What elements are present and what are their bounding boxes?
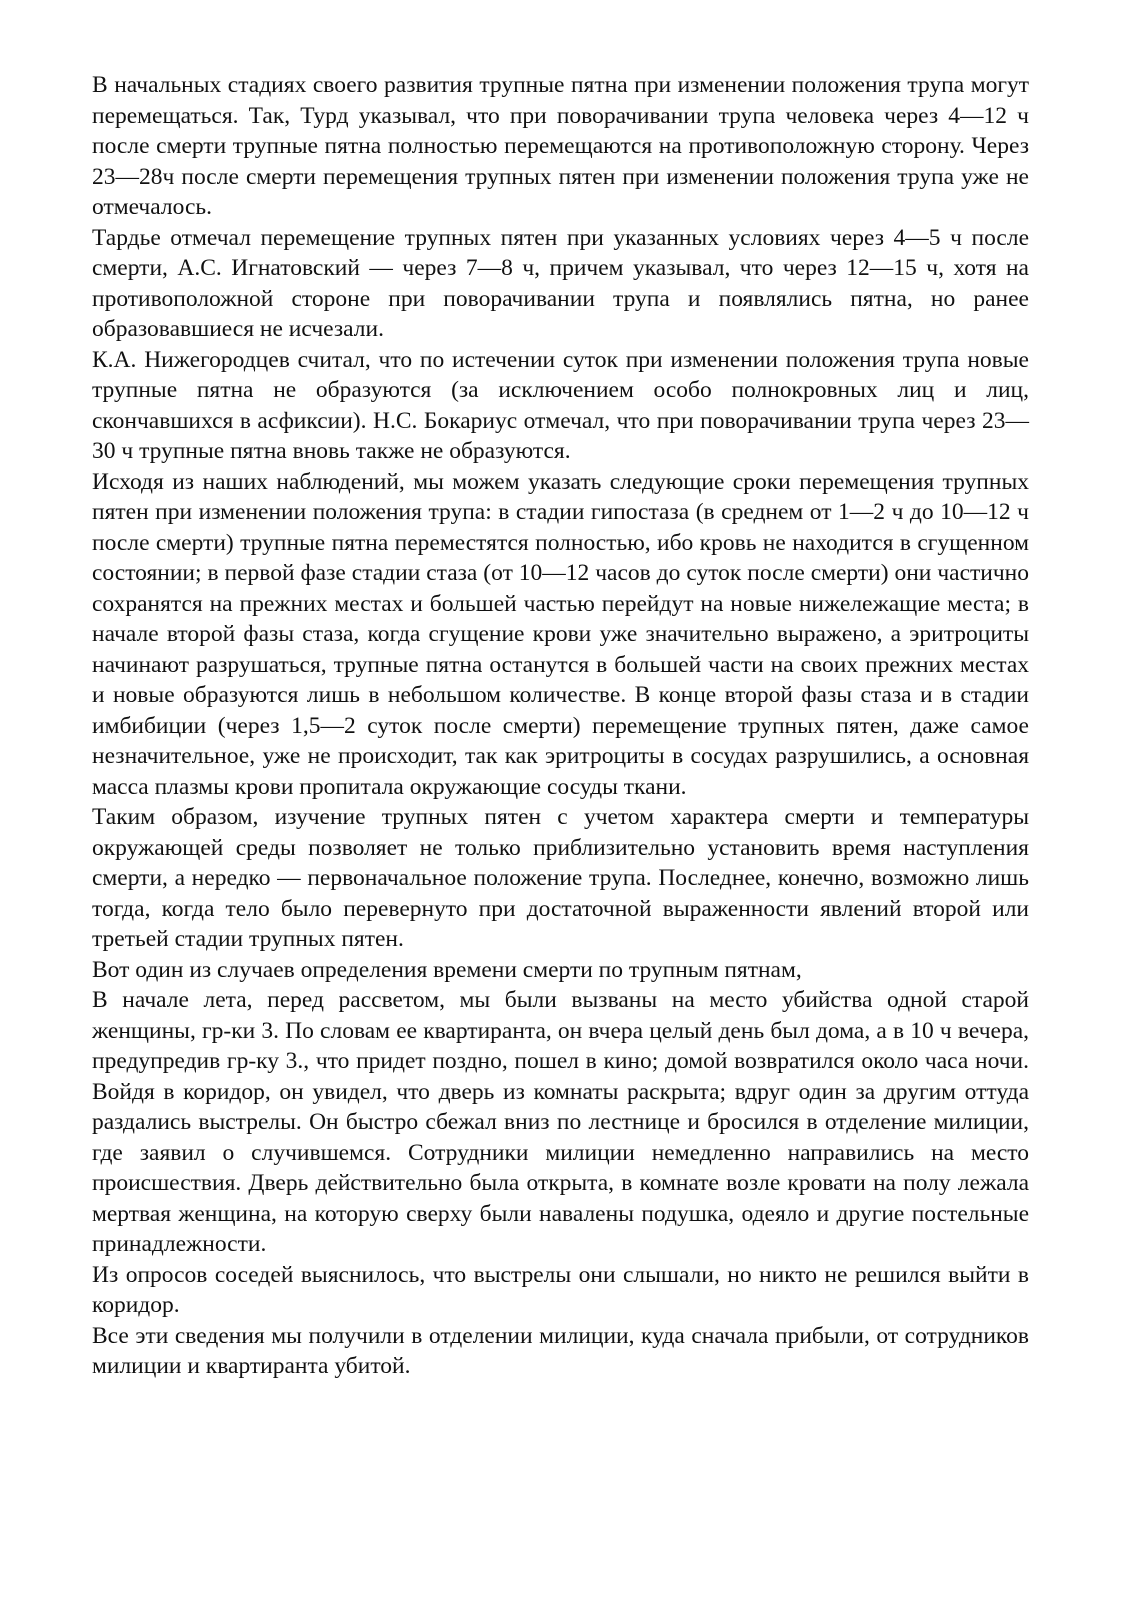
paragraph-7: В начале лета, перед рассветом, мы были вызваны на место убийства одной старой женщины, гр-ки 3. По словам ее квартиранта, он вчера целый день был дома, а в 10 ч вечера, предупредив гр-ку 3., что придет поздно, пошел в кино; домой возвратился около часа ночи. Войдя в коридор, он увидел, что дверь из комнаты раскрыта; вдруг один за другим оттуда раздались выстрелы. Он быстро сбежал вниз по лестнице и бросился в отделение милиции, где заявил о случившемся. Сотрудники милиции немедленно направились на место происшествия. Дверь действительно была открыта, в комнате возле кровати на полу лежала мертвая женщина, на которую сверху были навалены подушка, одеяло и другие постельные принадлежности. [92,987,1029,1257]
paragraph-8: Из опросов соседей выяснилось, что выстрелы они слышали, но никто не решился выйти в коридор. [92,1261,1029,1318]
document-page [92,70,1029,1382]
paragraph-2: Тардье отмечал перемещение трупных пятен при указанных условиях через 4—5 ч после смерти, А.С. Игнатовский — через 7—8 ч, причем указывал, что через 12—15 ч, хотя на противоположной стороне при поворачивании трупа и появлялись пятна, но ранее образовавшиеся не исчезали. [92,224,1029,342]
paragraph-4: Исходя из наших наблюдений, мы можем указать следующие сроки перемещения трупных пятен при изменении положения трупа: в стадии гипостаза (в среднем от 1—2 ч до 10—12 ч после смерти) трупные пятна переместятся полностью, ибо кровь не находится в сгущенном состоянии; в первой фазе стадии стаза (от 10—12 часов до суток после смерти) они частично сохранятся на прежних местах и большей частью перейдут на новые нижележащие места; в начале второй фазы стаза, когда сгущение крови уже значительно выражено, а эритроциты начинают разрушаться, трупные пятна останутся в большей части на своих прежних местах и новые образуются лишь в небольшом количестве. В конце второй фазы стаза и в стадии имбибиции (через 1,5—2 суток после смерти) перемещение трупных пятен, даже самое незначительное, уже не происходит, так как эритроциты в сосудах разрушились, а основная масса плазмы крови пропитала окружающие сосуды ткани. [92,468,1029,800]
paragraph-3: К.А. Нижегородцев считал, что по истечении суток при изменении положения трупа новые трупные пятна не образуются (за исключением особо полнокровных лиц и лиц, скончавшихся в асфиксии). Н.С. Бокариус отмечал, что при поворачивании трупа через 23—30 ч трупные пятна вновь также не образуются. [92,346,1029,464]
paragraph-6: Вот один из случаев определения времени смерти по трупным пятнам, [92,956,802,983]
paragraph-9: Все эти сведения мы получили в отделении милиции, куда сначала прибыли, от сотрудников милиции и квартиранта убитой. [92,1322,1029,1379]
paragraph-1: В начальных стадиях своего развития трупные пятна при изменении положения трупа могут перемещаться. Так, Турд указывал, что при поворачивании трупа человека через 4—12 ч после смерти трупные пятна полностью перемещаются на противоположную сторону. Через 23—28ч после смерти перемещения трупных пятен при изменении положения трупа уже не отмечалось. [92,72,1029,220]
paragraph-5: Таким образом, изучение трупных пятен с учетом характера смерти и температуры окружающей среды позволяет не только приблизительно установить время наступления смерти, а нередко — первоначальное положение трупа. Последнее, конечно, возможно лишь тогда, когда тело было перевернуто при достаточной выраженности явлений второй или третьей стадии трупных пятен. [92,804,1029,952]
